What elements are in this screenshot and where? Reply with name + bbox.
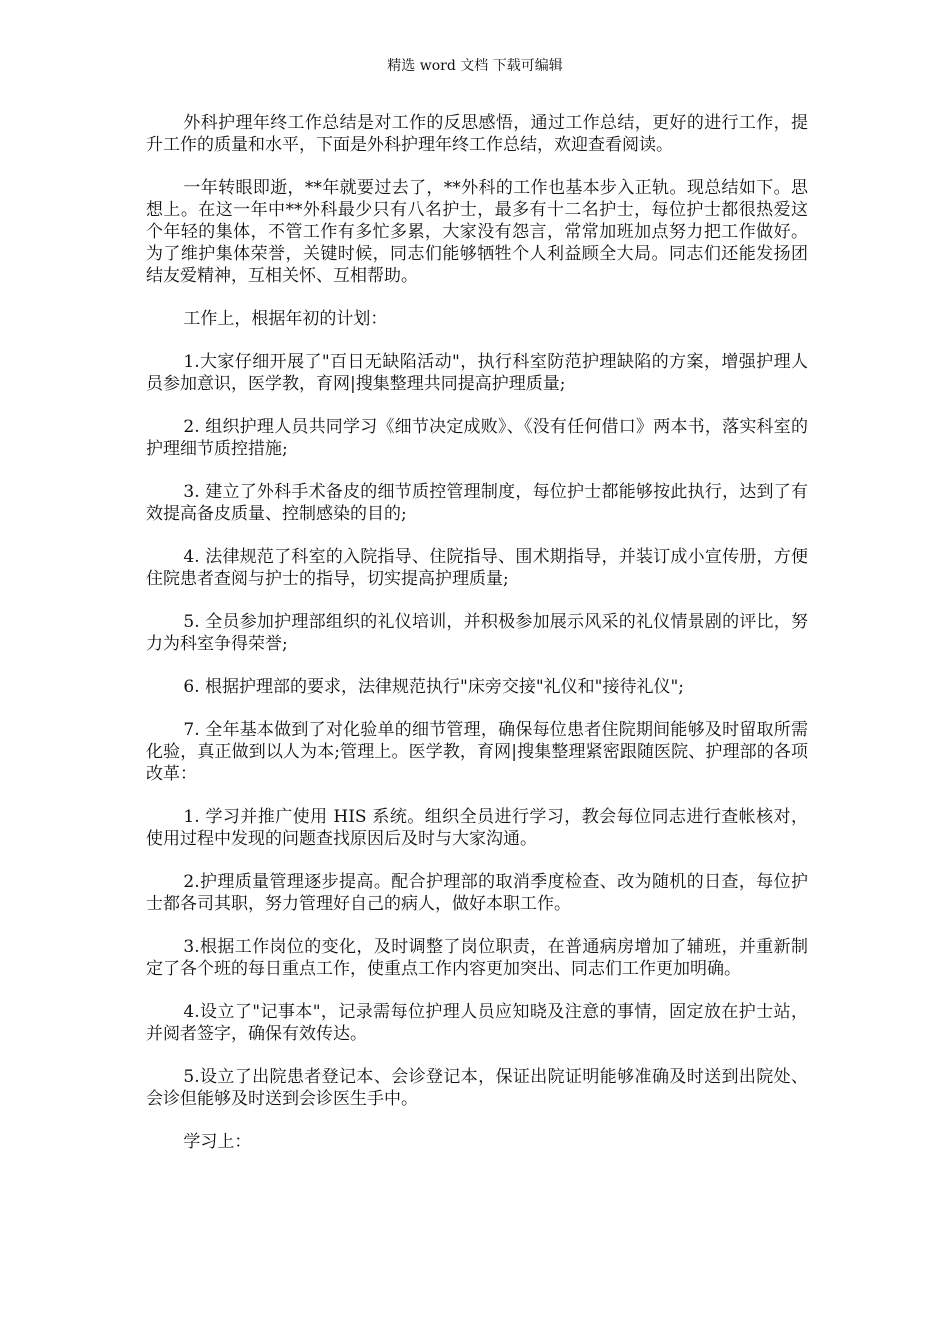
- paragraph-work-item-1: 1.大家仔细开展了"百日无缺陷活动"，执行科室防范护理缺陷的方案，增强护理人员参加意识，医学教，育网|搜集整理共同提高护理质量;: [146, 352, 808, 394]
- paragraph-overview: 一年转眼即逝，**年就要过去了，**外科的工作也基本步入正轨。现总结如下。思想上。在这一年中**外科最少只有八名护士，最多有十二名护士，每位护士都很热爱这个年轻的集体，不管工作有多忙多累，大家没有怨言，常常加班加点努力把工作做好。为了维护集体荣誉，关键时候，同志们能够牺牲个人利益顾全大局。同志们还能发扬团结友爱精神，互相关怀、互相帮助。: [146, 178, 808, 286]
- page-header: 精选 word 文档 下载可编辑: [387, 58, 563, 74]
- paragraph-management-item-1: 1. 学习并推广使用 HIS 系统。组织全员进行学习，教会每位同志进行查帐核对，使用过程中发现的问题查找原因后及时与大家沟通。: [146, 807, 808, 849]
- paragraph-study-heading: 学习上：: [183, 1132, 252, 1152]
- paragraph-work-item-7: 7. 全年基本做到了对化验单的细节管理，确保每位患者住院期间能够及时留取所需化验，真正做到以人为本;管理上。医学教，育网|搜集整理紧密跟随医院、护理部的各项改革：: [146, 720, 808, 784]
- paragraph-management-item-2: 2.护理质量管理逐步提高。配合护理部的取消季度检查、改为随机的日查，每位护士都各司其职，努力管理好自己的病人，做好本职工作。: [146, 872, 808, 914]
- paragraph-work-item-6: 6. 根据护理部的要求，法律规范执行"床旁交接"礼仪和"接待礼仪";: [183, 677, 685, 697]
- paragraph-work-item-2: 2. 组织护理人员共同学习《细节决定成败》、《没有任何借口》两本书，落实科室的护理细节质控措施;: [146, 417, 808, 459]
- paragraph-work-heading: 工作上，根据年初的计划：: [183, 309, 388, 329]
- paragraph-intro: 外科护理年终工作总结是对工作的反思感悟，通过工作总结，更好的进行工作，提升工作的质量和水平，下面是外科护理年终工作总结，欢迎查看阅读。: [146, 113, 808, 155]
- document-body: [146, 112, 808, 1174]
- paragraph-work-item-5: 5. 全员参加护理部组织的礼仪培训，并积极参加展示风采的礼仪情景剧的评比，努力为科室争得荣誉;: [146, 612, 808, 654]
- paragraph-management-item-3: 3.根据工作岗位的变化，及时调整了岗位职责，在普通病房增加了辅班，并重新制定了各个班的每日重点工作，使重点工作内容更加突出、同志们工作更加明确。: [146, 937, 808, 979]
- paragraph-work-item-4: 4. 法律规范了科室的入院指导、住院指导、围术期指导，并装订成小宣传册，方便住院患者查阅与护士的指导，切实提高护理质量;: [146, 547, 808, 589]
- paragraph-management-item-5: 5.设立了出院患者登记本、会诊登记本，保证出院证明能够准确及时送到出院处、会诊但能够及时送到会诊医生手中。: [146, 1067, 808, 1109]
- paragraph-management-item-4: 4.设立了"记事本"，记录需每位护理人员应知晓及注意的事情，固定放在护士站，并阅者签字，确保有效传达。: [146, 1002, 808, 1044]
- paragraph-work-item-3: 3. 建立了外科手术备皮的细节质控管理制度，每位护士都能够按此执行，达到了有效提高备皮质量、控制感染的目的;: [146, 482, 808, 524]
